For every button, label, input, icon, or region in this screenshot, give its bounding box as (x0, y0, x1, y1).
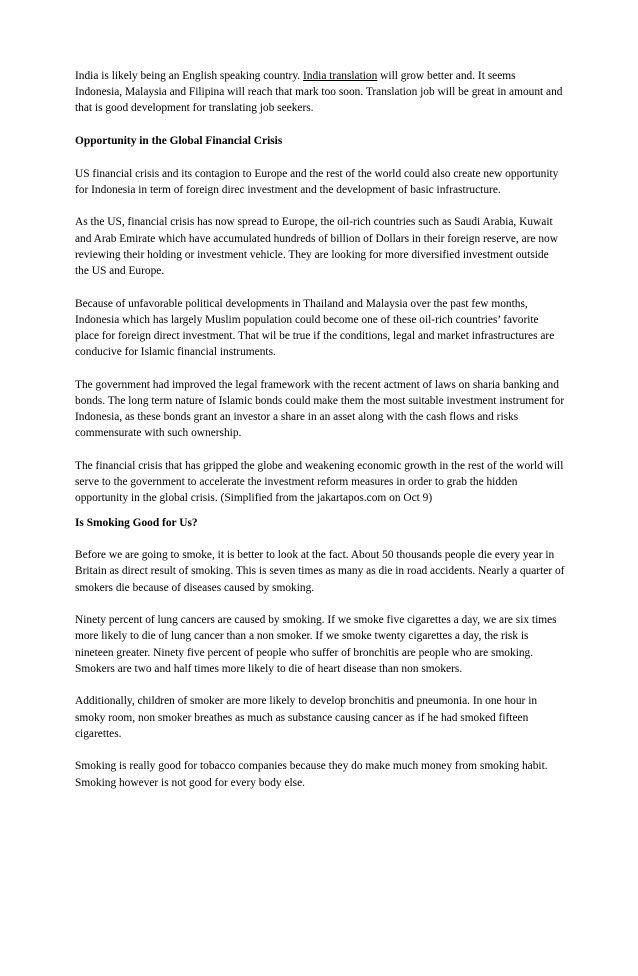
smoking-paragraph-1: Before we are going to smoke, it is better to look at the fact. About 50 thousands people die every year in Britain as direct result of smoking. This is seven times as many as die in road accidents. Nearly a quarter of smokers die because of diseases caused by smoking. (75, 549, 565, 594)
financial-crisis-paragraph-2: As the US, financial crisis has now spread to Europe, the oil-rich countries such as Saudi Arabia, Kuwait and Arab Emirate which have accumulated hundreds of billion of Dollars in their foreign reserve, are now reviewing their holding or investment vehicle. They are looking for more diversified investment outside the US and Europe. (75, 216, 558, 277)
financial-crisis-paragraph-5: The financial crisis that has gripped the globe and weakening economic growth in the rest of the world will serve to the government to accelerate the investment reform measures in order to grab the hidden opportunity in the global crisis. (Simplified from the jakartapos.com on Oct 9) (75, 460, 564, 505)
smoking-paragraph-4: Smoking is really good for tobacco companies because they do make much money from smoking habit. Smoking however is not good for every body else. (75, 760, 548, 789)
smoking-paragraph-3: Additionally, children of smoker are more likely to develop bronchitis and pneumonia. In one hour in smoky room, non smoker breathes as much as substance causing cancer as if he had smoked fifteen cigarettes. (75, 695, 538, 740)
section-heading-financial-crisis: Opportunity in the Global Financial Crisis (75, 135, 283, 147)
smoking-paragraph-2: Ninety percent of lung cancers are caused by smoking. If we smoke five cigarettes a day, we are six times more likely to die of lung cancer than a non smoker. If we smoke twenty cigarettes a day, the risk is nineteen greater. Ninety five percent of people who suffer of bronchitis are people who are smoking. Smokers are two and half times more likely to die of heart disease than non smokers. (75, 614, 557, 675)
section-heading-smoking: Is Smoking Good for Us? (75, 516, 198, 529)
financial-crisis-paragraph-3: Because of unfavorable political developments in Thailand and Malaysia over the past few months, Indonesia which has largely Muslim population could become one of these oil-rich countries’ favorite place for foreign direct investment. That wil be true if the conditions, legal and market infrastructures are conducive for Islamic financial instruments. (75, 297, 555, 359)
intro-paragraph (75, 68, 565, 117)
document-page (75, 68, 565, 807)
intro-text-after-link: will grow better and. It seems Indonesia, Malaysia and Filipina will reach that mark too soon. Translation job will be great in amount and that is good development for translating job seekers. (75, 70, 563, 115)
financial-crisis-paragraph-4: The government had improved the legal framework with the recent actment of laws on sharia banking and bonds. The long term nature of Islamic bonds could make them the most suitable investment instrument for Indonesia, as these bonds grant an investor a share in an asset along with the cash flows and risks commensurate with such ownership. (75, 378, 565, 440)
financial-crisis-paragraph-1: US financial crisis and its contagion to Europe and the rest of the world could also create new opportunity for Indonesia in term of foreign direc investment and the development of basic infrastructure. (75, 167, 559, 196)
india-translation-link[interactable]: India translation (302, 70, 378, 82)
intro-text-before-link: India is likely being an English speaking country. (75, 70, 303, 82)
